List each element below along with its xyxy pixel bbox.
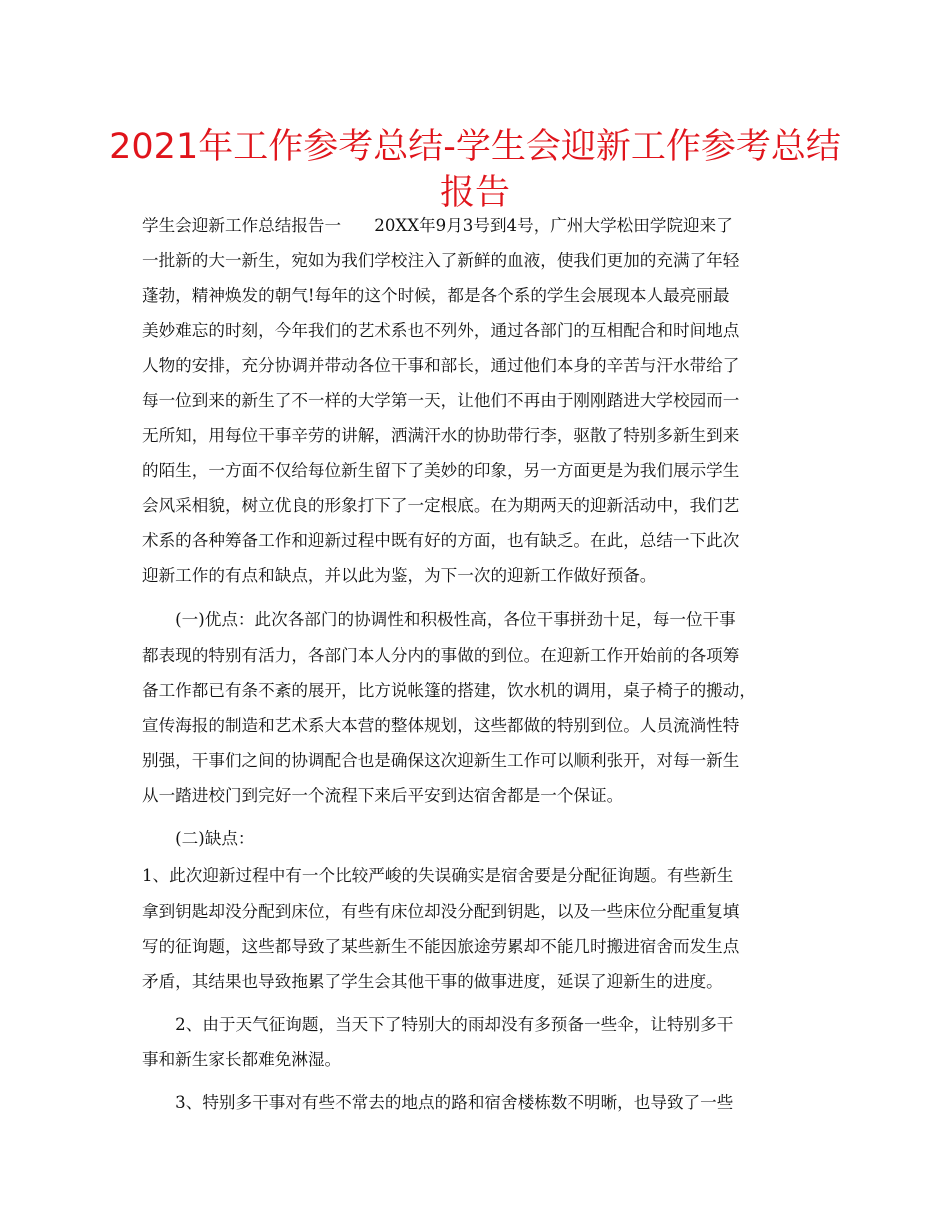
document-title-line-2: 报告 <box>439 173 510 213</box>
body-line: (二)缺点： <box>142 829 255 848</box>
body-line: 迎新工作的有点和缺点，并以此为鉴，为下一次的迎新工作做好预备。 <box>142 566 657 585</box>
body-line: 3、特别多干事对有些不常去的地点的路和宿舍楼栋数不明晰，也导致了一些 <box>142 1093 734 1112</box>
body-line: 写的征询题，这些都导致了某些新生不能因旅途劳累却不能几时搬进宿舍而发生点 <box>142 937 740 956</box>
body-line: (一)优点：此次各部门的协调性和积极性高，各位干事拼劲十足，每一位干事 <box>142 610 736 629</box>
body-line: 人物的安排，充分协调并带动各位干事和部长，通过他们本身的辛苦与汗水带给了 <box>142 356 740 375</box>
body-line: 拿到钥匙却没分配到床位，有些有床位却没分配到钥匙，以及一些床位分配重复填 <box>142 902 740 921</box>
body-line: 从一踏进校门到完好一个流程下来后平安到达宿舍都是一个保证。 <box>142 786 624 805</box>
body-line: 学生会迎新工作总结报告一 20XX年9月3号到4号，广州大学松田学院迎来了 <box>142 216 733 235</box>
body-line: 术系的各种筹备工作和迎新过程中既有好的方面，也有缺乏。在此，总结一下此次 <box>142 531 740 550</box>
body-line: 1、此次迎新过程中有一个比较严峻的失误确实是宿舍要是分配征询题。有些新生 <box>142 866 734 885</box>
body-line: 会风采相貌，树立优良的形象打下了一定根底。在为期两天的迎新活动中，我们艺 <box>142 496 740 515</box>
body-line: 的陌生，一方面不仅给每位新生留下了美妙的印象，另一方面更是为我们展示学生 <box>142 461 740 480</box>
body-line: 宣传海报的制造和艺术系大本营的整体规划，这些都做的特别到位。人员流淌性特 <box>142 716 740 735</box>
body-line: 每一位到来的新生了不一样的大学第一天，让他们不再由于刚刚踏进大学校园而一 <box>142 391 740 410</box>
body-line: 矛盾，其结果也导致拖累了学生会其他干事的做事进度，延误了迎新生的进度。 <box>142 972 723 991</box>
document-title-line-1: 2021年工作参考总结-学生会迎新工作参考总结 <box>109 127 841 167</box>
body-line: 蓬勃，精神焕发的朝气!每年的这个时候，都是各个系的学生会展现本人最亮丽最 <box>142 286 730 305</box>
body-line: 2、由于天气征询题，当天下了特别大的雨却没有多预备一些伞，让特别多干 <box>142 1015 734 1034</box>
body-line: 一批新的大一新生，宛如为我们学校注入了新鲜的血液，使我们更加的充满了年轻 <box>142 251 740 270</box>
body-line: 无所知，用每位干事辛劳的讲解，洒满汗水的协助带行李，驱散了特别多新生到来 <box>142 426 740 445</box>
body-line: 备工作都已有条不紊的展开，比方说帐篷的搭建，饮水机的调用，桌子椅子的搬动， <box>142 681 756 700</box>
body-line: 事和新生家长都难免淋湿。 <box>142 1050 342 1069</box>
body-line: 别强，干事们之间的协调配合也是确保这次迎新生工作可以顺利张开，对每一新生 <box>142 751 740 770</box>
body-line: 都表现的特别有活力，各部门本人分内的事做的到位。在迎新工作开始前的各项筹 <box>142 646 740 665</box>
body-line: 美妙难忘的时刻，今年我们的艺术系也不列外，通过各部门的互相配合和时间地点 <box>142 321 740 340</box>
